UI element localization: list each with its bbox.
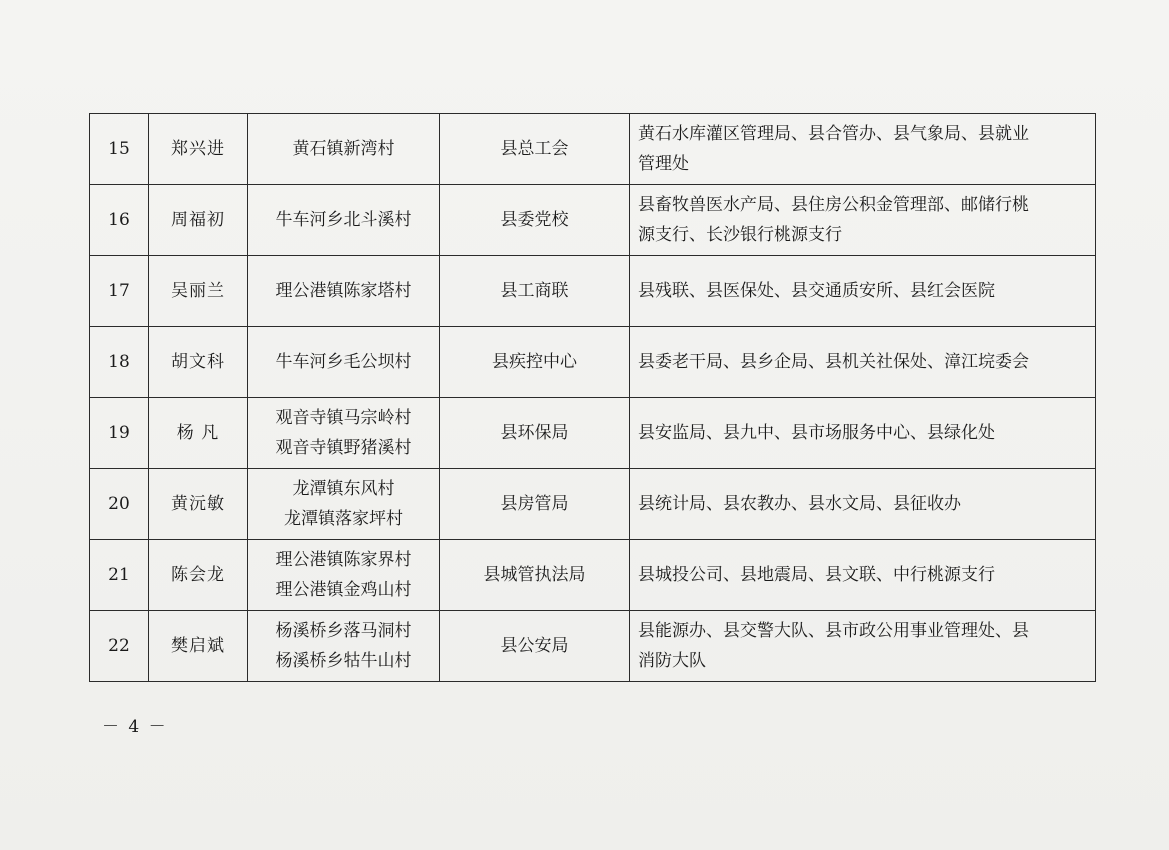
department-line: 管理处 [638,154,689,174]
village-cell [248,185,440,256]
department-line: 源支行、长沙银行桃源支行 [638,225,842,245]
person-name: 樊启斌 [149,611,248,682]
village-name: 黄石镇新湾村 [292,139,395,159]
support-departments [630,185,1096,256]
department-line: 县能源办、县交警大队、县市政公用事业管理处、县 [638,621,1029,641]
department-line: 县城投公司、县地震局、县文联、中行桃源支行 [638,565,995,585]
lead-unit: 县公安局 [440,611,630,682]
person-name: 黄沅敏 [149,469,248,540]
table-row [90,611,1096,682]
department-line: 消防大队 [638,651,706,671]
village-cell [248,398,440,469]
row-number: 15 [90,114,149,185]
person-name: 杨 凡 [149,398,248,469]
village-name: 牛车河乡北斗溪村 [275,210,412,230]
row-number: 16 [90,185,149,256]
table-row [90,469,1096,540]
assignment-table [89,113,1096,682]
lead-unit: 县城管执法局 [440,540,630,611]
village-name: 理公港镇陈家塔村 [275,281,412,301]
village-name: 龙潭镇东风村 [292,479,395,499]
support-departments [630,327,1096,398]
lead-unit: 县工商联 [440,256,630,327]
department-line: 县残联、县医保处、县交通质安所、县红会医院 [638,281,995,301]
village-name: 龙潭镇落家坪村 [284,509,403,529]
village-name: 理公港镇金鸡山村 [275,580,412,600]
village-cell [248,256,440,327]
village-name: 观音寺镇马宗岭村 [275,408,412,428]
village-name: 观音寺镇野猪溪村 [275,438,412,458]
village-name: 牛车河乡毛公坝村 [275,352,412,372]
person-name: 吴丽兰 [149,256,248,327]
row-number: 18 [90,327,149,398]
village-name: 杨溪桥乡牯牛山村 [275,651,412,671]
row-number: 20 [90,469,149,540]
person-name: 陈会龙 [149,540,248,611]
lead-unit: 县委党校 [440,185,630,256]
department-line: 黄石水库灌区管理局、县合管办、县气象局、县就业 [638,124,1029,144]
support-departments [630,469,1096,540]
table-row [90,114,1096,185]
department-line: 县委老干局、县乡企局、县机关社保处、漳江垸委会 [638,352,1029,372]
table-row [90,256,1096,327]
row-number: 19 [90,398,149,469]
support-departments [630,398,1096,469]
village-name: 杨溪桥乡落马洞村 [275,621,412,641]
village-cell [248,327,440,398]
lead-unit: 县环保局 [440,398,630,469]
department-line: 县畜牧兽医水产局、县住房公积金管理部、邮储行桃 [638,195,1029,215]
person-name: 周福初 [149,185,248,256]
village-cell [248,114,440,185]
table-row [90,540,1096,611]
lead-unit: 县房管局 [440,469,630,540]
village-name: 理公港镇陈家界村 [275,550,412,570]
village-cell [248,469,440,540]
village-cell [248,611,440,682]
table-row [90,185,1096,256]
support-departments [630,540,1096,611]
department-line: 县安监局、县九中、县市场服务中心、县绿化处 [638,423,995,443]
row-number: 21 [90,540,149,611]
support-departments [630,256,1096,327]
table-row [90,327,1096,398]
person-name: 胡文科 [149,327,248,398]
support-departments [630,114,1096,185]
row-number: 17 [90,256,149,327]
lead-unit: 县疾控中心 [440,327,630,398]
lead-unit: 县总工会 [440,114,630,185]
village-cell [248,540,440,611]
support-departments [630,611,1096,682]
table-row [90,398,1096,469]
person-name: 郑兴进 [149,114,248,185]
table-body [90,114,1096,682]
page-number: － 4 － [102,717,168,737]
department-line: 县统计局、县农教办、县水文局、县征收办 [638,494,961,514]
row-number: 22 [90,611,149,682]
